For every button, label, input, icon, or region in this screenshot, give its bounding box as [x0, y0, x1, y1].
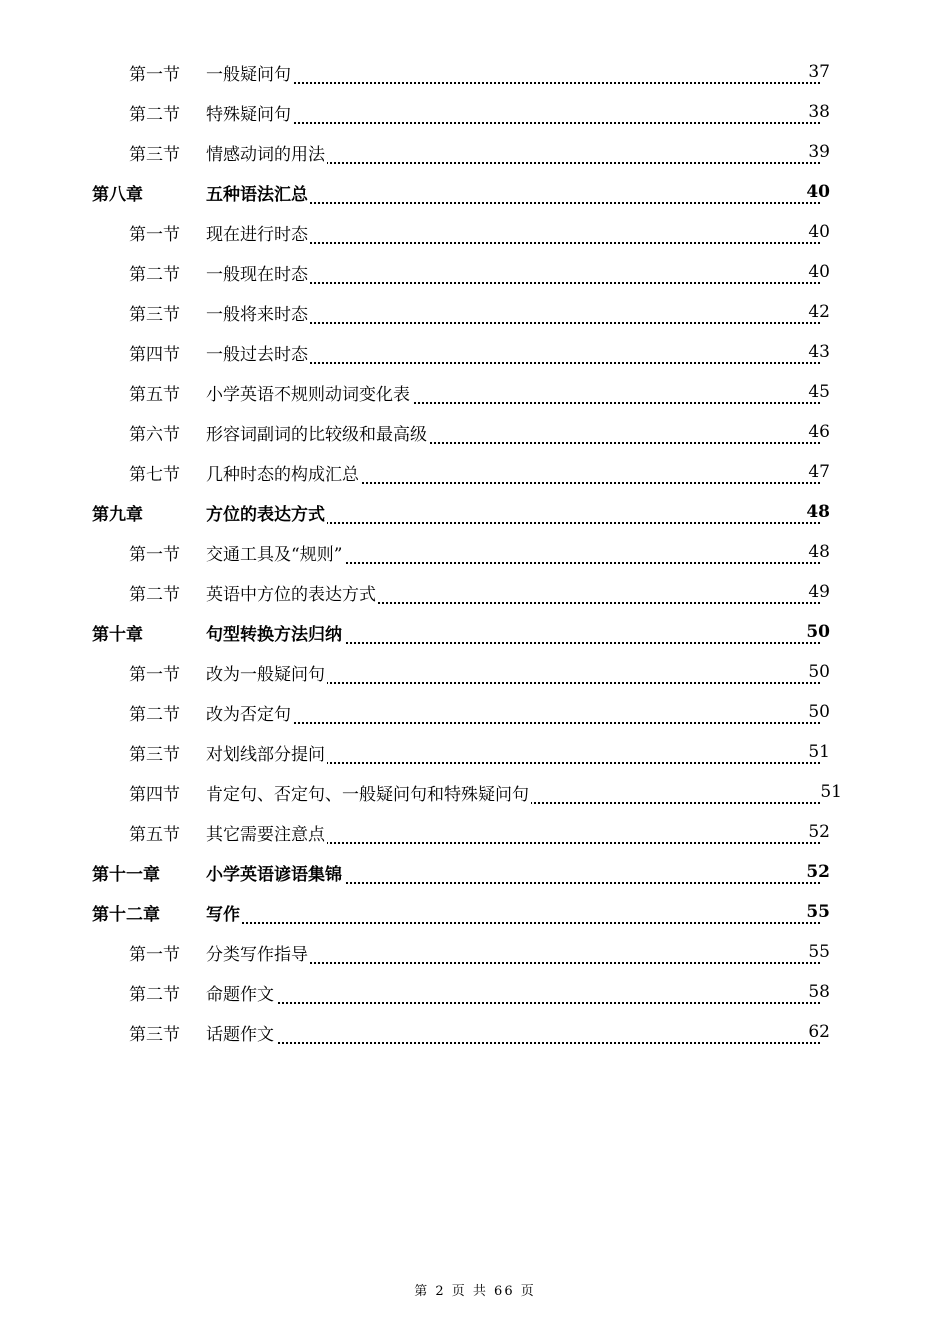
toc-entry-title: 特殊疑问句	[206, 100, 293, 125]
toc-entry-page: 40	[808, 222, 830, 242]
toc-entry-label: 第一节	[129, 664, 180, 685]
toc-chapter-entry[interactable]	[0, 852, 950, 892]
toc-leader-dots	[210, 1030, 820, 1044]
toc-entry-page: 37	[808, 62, 830, 82]
toc-entry[interactable]	[0, 252, 950, 292]
toc-chapter-entry[interactable]	[0, 492, 950, 532]
toc-entry[interactable]	[0, 132, 950, 172]
toc-entry-page: 50	[808, 702, 830, 722]
toc-entry-page: 43	[808, 342, 830, 362]
toc-entry-page: 51	[820, 782, 842, 802]
toc-leader-dots	[210, 910, 820, 924]
toc-entry[interactable]	[0, 812, 950, 852]
toc-entry-page: 51	[808, 742, 830, 762]
toc-entry-label: 第一节	[129, 544, 180, 565]
toc-entry-title: 话题作文	[206, 1020, 276, 1045]
toc-entry[interactable]	[0, 932, 950, 972]
toc-entry-label: 第六节	[129, 424, 180, 445]
toc-entry-page: 42	[808, 302, 830, 322]
toc-entry-label: 第二节	[129, 984, 180, 1005]
toc-entry-page: 55	[808, 942, 830, 962]
toc-entry-title: 改为一般疑问句	[206, 660, 327, 685]
toc-chapter-label: 第十章	[92, 624, 143, 645]
toc-entry[interactable]	[0, 412, 950, 452]
toc-entry-page: 49	[808, 582, 830, 602]
toc-chapter-title: 五种语法汇总	[206, 180, 310, 205]
toc-chapter-page: 55	[806, 902, 830, 922]
toc-entry[interactable]	[0, 572, 950, 612]
toc-entry-title: 形容词副词的比较级和最高级	[206, 420, 429, 445]
toc-entry-page: 38	[808, 102, 830, 122]
toc-entry[interactable]	[0, 532, 950, 572]
toc-entry-title: 一般将来时态	[206, 300, 310, 325]
toc-entry[interactable]	[0, 772, 950, 812]
toc-entry[interactable]	[0, 972, 950, 1012]
toc-entry-label: 第三节	[129, 1024, 180, 1045]
toc-entry-title: 几种时态的构成汇总	[206, 460, 361, 485]
toc-entry-label: 第七节	[129, 464, 180, 485]
toc-entry-label: 第二节	[129, 104, 180, 125]
toc-entry-label: 第三节	[129, 744, 180, 765]
toc-entry[interactable]	[0, 652, 950, 692]
toc-entry[interactable]	[0, 452, 950, 492]
toc-entry-title: 英语中方位的表达方式	[206, 580, 378, 605]
toc-entry[interactable]	[0, 732, 950, 772]
toc-chapter-label: 第十一章	[92, 864, 160, 885]
toc-chapter-entry[interactable]	[0, 892, 950, 932]
toc-entry[interactable]	[0, 52, 950, 92]
toc-chapter-label: 第十二章	[92, 904, 160, 925]
toc-entry-label: 第四节	[129, 784, 180, 805]
toc-chapter-entry[interactable]	[0, 612, 950, 652]
toc-entry[interactable]	[0, 372, 950, 412]
toc-entry-title: 交通工具及“规则”	[206, 540, 344, 565]
toc-entry-title: 一般现在时态	[206, 260, 310, 285]
toc-entry-title: 分类写作指导	[206, 940, 310, 965]
toc-entry[interactable]	[0, 1012, 950, 1052]
toc-entry-label: 第一节	[129, 64, 180, 85]
toc-entry[interactable]	[0, 212, 950, 252]
toc-chapter-label: 第九章	[92, 504, 143, 525]
toc-leader-dots	[210, 990, 820, 1004]
toc-entry-label: 第一节	[129, 224, 180, 245]
toc-entry[interactable]	[0, 692, 950, 732]
toc-entry[interactable]	[0, 332, 950, 372]
toc-entry-label: 第二节	[129, 584, 180, 605]
toc-entry-title: 小学英语不规则动词变化表	[206, 380, 412, 405]
toc-entry[interactable]	[0, 292, 950, 332]
toc-entry-title: 对划线部分提问	[206, 740, 327, 765]
toc-entry-page: 47	[808, 462, 830, 482]
toc-leader-dots	[210, 110, 820, 124]
toc-chapter-title: 方位的表达方式	[206, 500, 327, 525]
toc-entry-label: 第四节	[129, 344, 180, 365]
toc-chapter-entry[interactable]	[0, 172, 950, 212]
toc-entry-title: 一般过去时态	[206, 340, 310, 365]
toc-entry-label: 第三节	[129, 144, 180, 165]
toc-entry-title: 命题作文	[206, 980, 276, 1005]
toc-entry-label: 第三节	[129, 304, 180, 325]
table-of-contents	[0, 52, 950, 1052]
toc-entry-label: 第五节	[129, 384, 180, 405]
toc-chapter-page: 48	[806, 502, 830, 522]
toc-entry-title: 一般疑问句	[206, 60, 293, 85]
toc-entry-label: 第二节	[129, 264, 180, 285]
toc-chapter-page: 40	[806, 182, 830, 202]
toc-chapter-page: 50	[806, 622, 830, 642]
toc-entry-title: 改为否定句	[206, 700, 293, 725]
toc-chapter-page: 52	[806, 862, 830, 882]
toc-chapter-title: 小学英语谚语集锦	[206, 860, 344, 885]
toc-entry-page: 48	[808, 542, 830, 562]
toc-chapter-title: 句型转换方法归纳	[206, 620, 344, 645]
toc-entry-label: 第五节	[129, 824, 180, 845]
toc-entry-page: 58	[808, 982, 830, 1002]
toc-chapter-label: 第八章	[92, 184, 143, 205]
toc-leader-dots	[210, 710, 820, 724]
toc-entry-label: 第二节	[129, 704, 180, 725]
toc-entry-title: 情感动词的用法	[206, 140, 327, 165]
toc-entry-title: 肯定句、否定句、一般疑问句和特殊疑问句	[206, 780, 531, 805]
toc-entry-title: 现在进行时态	[206, 220, 310, 245]
toc-entry-page: 40	[808, 262, 830, 282]
page-footer: 第 2 页 共 66 页	[414, 1284, 536, 1299]
toc-entry-label: 第一节	[129, 944, 180, 965]
toc-entry-page: 39	[808, 142, 830, 162]
toc-entry-page: 62	[808, 1022, 830, 1042]
toc-entry-page: 52	[808, 822, 830, 842]
toc-entry-title: 其它需要注意点	[206, 820, 327, 845]
toc-chapter-title: 写作	[206, 900, 242, 925]
toc-leader-dots	[210, 70, 820, 84]
toc-entry-page: 45	[808, 382, 830, 402]
toc-entry[interactable]	[0, 92, 950, 132]
toc-entry-page: 50	[808, 662, 830, 682]
toc-entry-page: 46	[808, 422, 830, 442]
